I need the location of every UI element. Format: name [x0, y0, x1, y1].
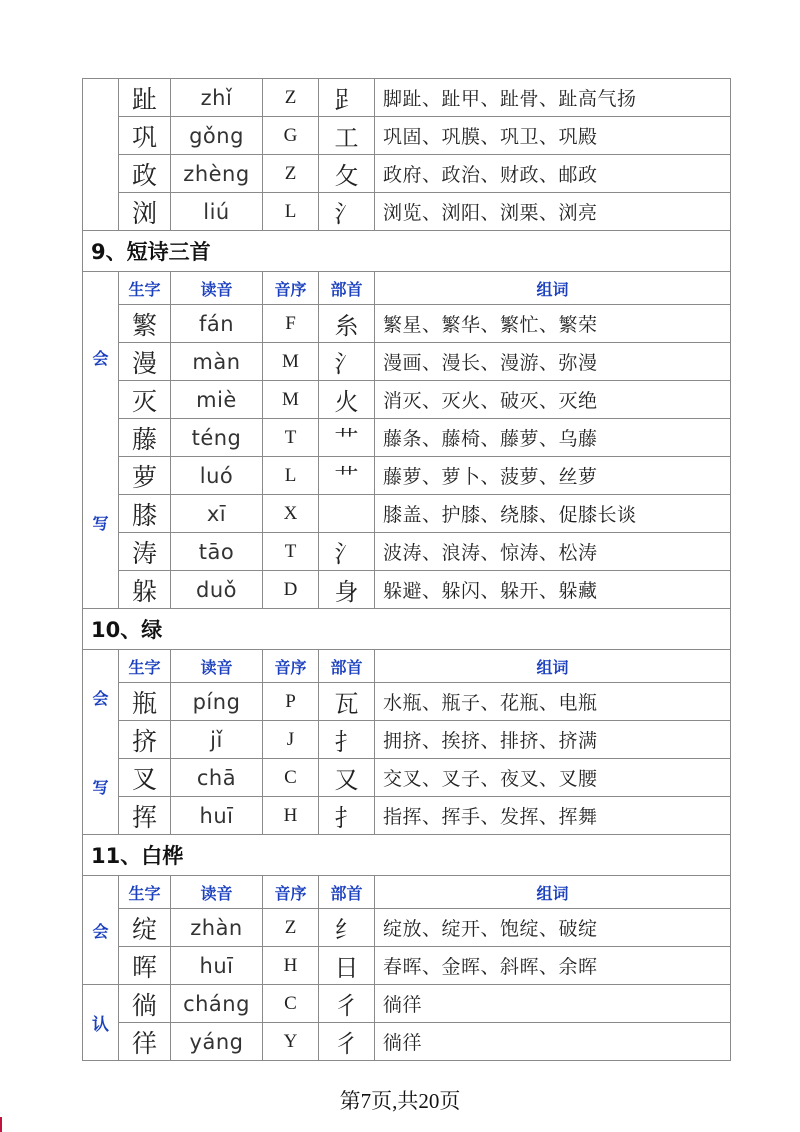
pinyin-cell: duǒ — [171, 571, 263, 609]
char-cell: 膝 — [119, 495, 171, 533]
header-radical: 部首 — [319, 650, 375, 683]
pinyin-cell: fán — [171, 305, 263, 343]
side-label-xie: 写 — [92, 514, 109, 533]
table-row — [83, 457, 731, 495]
header-char: 生字 — [119, 650, 171, 683]
table-row — [83, 117, 731, 155]
pinyin-cell: cháng — [171, 985, 263, 1023]
char-cell: 瓶 — [119, 683, 171, 721]
table-row — [83, 193, 731, 231]
radical-cell: 日 — [319, 947, 375, 985]
pinyin-cell: huī — [171, 947, 263, 985]
header-radical: 部首 — [319, 876, 375, 909]
order-cell: Y — [263, 1023, 319, 1061]
vocabulary-table — [82, 78, 731, 1061]
table-row — [83, 909, 731, 947]
radical-cell: 又 — [319, 759, 375, 797]
side-label-cell — [83, 876, 119, 985]
page-footer: 第7页,共20页 — [339, 1089, 461, 1113]
table-row — [83, 495, 731, 533]
words-cell: 绽放、绽开、饱绽、破绽 — [375, 909, 731, 947]
words-cell: 躲避、躲闪、躲开、躲藏 — [375, 571, 731, 609]
table-row — [83, 155, 731, 193]
side-label-hui: 会 — [92, 921, 109, 941]
radical-cell: 糸 — [319, 305, 375, 343]
header-words: 组词 — [375, 272, 731, 305]
char-cell: 政 — [119, 155, 171, 193]
radical-cell: 彳 — [319, 1023, 375, 1061]
table-row — [83, 381, 731, 419]
char-cell: 漫 — [119, 343, 171, 381]
table-row — [83, 343, 731, 381]
table-row — [83, 571, 731, 609]
table-row — [83, 985, 731, 1023]
pinyin-cell: xī — [171, 495, 263, 533]
header-order: 音序 — [263, 876, 319, 909]
radical-cell: 火 — [319, 381, 375, 419]
order-cell: L — [263, 457, 319, 495]
pinyin-cell: huī — [171, 797, 263, 835]
pinyin-cell: jǐ — [171, 721, 263, 759]
pinyin-cell: liú — [171, 193, 263, 231]
words-cell: 藤条、藤椅、藤萝、乌藤 — [375, 419, 731, 457]
header-radical: 部首 — [319, 272, 375, 305]
header-words: 组词 — [375, 876, 731, 909]
edge-mark — [0, 1117, 2, 1132]
side-label-hui: 会 — [92, 689, 109, 708]
char-cell: 晖 — [119, 947, 171, 985]
side-label-hui: 会 — [92, 349, 109, 368]
words-cell: 脚趾、趾甲、趾骨、趾高气扬 — [375, 79, 731, 117]
radical-cell: 纟 — [319, 909, 375, 947]
words-cell: 交叉、叉子、夜叉、叉腰 — [375, 759, 731, 797]
table-row — [83, 759, 731, 797]
words-cell: 徜徉 — [375, 1023, 731, 1061]
radical-cell: 艹 — [319, 419, 375, 457]
side-label-cell — [83, 272, 119, 609]
order-cell: T — [263, 419, 319, 457]
header-row — [83, 876, 731, 909]
words-cell: 漫画、漫长、漫游、弥漫 — [375, 343, 731, 381]
radical-cell: 彳 — [319, 985, 375, 1023]
char-cell: 叉 — [119, 759, 171, 797]
pinyin-cell: yáng — [171, 1023, 263, 1061]
char-cell: 趾 — [119, 79, 171, 117]
order-cell: Z — [263, 79, 319, 117]
table-row — [83, 1023, 731, 1061]
char-cell: 躲 — [119, 571, 171, 609]
lesson-title-row — [83, 835, 731, 876]
words-cell: 浏览、浏阳、浏栗、浏亮 — [375, 193, 731, 231]
radical-cell: 𧾷 — [319, 79, 375, 117]
order-cell: F — [263, 305, 319, 343]
header-order: 音序 — [263, 650, 319, 683]
char-cell: 徜 — [119, 985, 171, 1023]
char-cell: 藤 — [119, 419, 171, 457]
pinyin-cell: píng — [171, 683, 263, 721]
side-label-cell — [83, 650, 119, 835]
order-cell: C — [263, 759, 319, 797]
table-row — [83, 947, 731, 985]
order-cell: M — [263, 381, 319, 419]
pinyin-cell: zhàn — [171, 909, 263, 947]
char-cell: 涛 — [119, 533, 171, 571]
char-cell: 繁 — [119, 305, 171, 343]
table-row — [83, 797, 731, 835]
vocabulary-page — [82, 78, 730, 1061]
words-cell: 藤萝、萝卜、菠萝、丝萝 — [375, 457, 731, 495]
words-cell: 繁星、繁华、繁忙、繁荣 — [375, 305, 731, 343]
words-cell: 春晖、金晖、斜晖、余晖 — [375, 947, 731, 985]
header-pinyin: 读音 — [171, 876, 263, 909]
pinyin-cell: tāo — [171, 533, 263, 571]
radical-cell: 氵 — [319, 533, 375, 571]
char-cell: 巩 — [119, 117, 171, 155]
lesson-title: 11、白桦 — [83, 835, 731, 876]
radical-cell: 氵 — [319, 343, 375, 381]
radical-cell: 攵 — [319, 155, 375, 193]
pinyin-cell: màn — [171, 343, 263, 381]
words-cell: 徜徉 — [375, 985, 731, 1023]
words-cell: 指挥、挥手、发挥、挥舞 — [375, 797, 731, 835]
lesson-title: 9、短诗三首 — [83, 231, 731, 272]
order-cell: H — [263, 947, 319, 985]
pinyin-cell: téng — [171, 419, 263, 457]
table-row — [83, 683, 731, 721]
words-cell: 膝盖、护膝、绕膝、促膝长谈 — [375, 495, 731, 533]
lesson-title: 10、绿 — [83, 609, 731, 650]
lesson-title-row — [83, 231, 731, 272]
radical-cell: 扌 — [319, 797, 375, 835]
side-label-cell — [83, 79, 119, 231]
order-cell: M — [263, 343, 319, 381]
order-cell: X — [263, 495, 319, 533]
side-label-cell — [83, 985, 119, 1061]
char-cell: 挥 — [119, 797, 171, 835]
header-pinyin: 读音 — [171, 272, 263, 305]
words-cell: 消灭、灭火、破灭、灭绝 — [375, 381, 731, 419]
header-pinyin: 读音 — [171, 650, 263, 683]
char-cell: 灭 — [119, 381, 171, 419]
header-char: 生字 — [119, 876, 171, 909]
words-cell: 巩固、巩膜、巩卫、巩殿 — [375, 117, 731, 155]
char-cell: 挤 — [119, 721, 171, 759]
table-row — [83, 721, 731, 759]
header-order: 音序 — [263, 272, 319, 305]
table-row — [83, 533, 731, 571]
header-row — [83, 272, 731, 305]
order-cell: D — [263, 571, 319, 609]
header-char: 生字 — [119, 272, 171, 305]
char-cell: 绽 — [119, 909, 171, 947]
table-row — [83, 79, 731, 117]
words-cell: 政府、政治、财政、邮政 — [375, 155, 731, 193]
table-row — [83, 305, 731, 343]
pinyin-cell: gǒng — [171, 117, 263, 155]
radical-cell: 扌 — [319, 721, 375, 759]
order-cell: T — [263, 533, 319, 571]
char-cell: 徉 — [119, 1023, 171, 1061]
radical-cell — [319, 495, 375, 533]
radical-cell: 氵 — [319, 193, 375, 231]
header-words: 组词 — [375, 650, 731, 683]
lesson-title-row — [83, 609, 731, 650]
header-row — [83, 650, 731, 683]
order-cell: J — [263, 721, 319, 759]
order-cell: P — [263, 683, 319, 721]
words-cell: 波涛、浪涛、惊涛、松涛 — [375, 533, 731, 571]
order-cell: L — [263, 193, 319, 231]
words-cell: 水瓶、瓶子、花瓶、电瓶 — [375, 683, 731, 721]
radical-cell: 身 — [319, 571, 375, 609]
pinyin-cell: chā — [171, 759, 263, 797]
char-cell: 萝 — [119, 457, 171, 495]
order-cell: Z — [263, 909, 319, 947]
order-cell: G — [263, 117, 319, 155]
char-cell: 浏 — [119, 193, 171, 231]
radical-cell: 艹 — [319, 457, 375, 495]
order-cell: H — [263, 797, 319, 835]
pinyin-cell: miè — [171, 381, 263, 419]
side-label-xie: 写 — [92, 778, 109, 797]
words-cell: 拥挤、挨挤、排挤、挤满 — [375, 721, 731, 759]
side-label-ren: 认 — [92, 1015, 109, 1035]
radical-cell: 工 — [319, 117, 375, 155]
order-cell: Z — [263, 155, 319, 193]
pinyin-cell: zhǐ — [171, 79, 263, 117]
pinyin-cell: luó — [171, 457, 263, 495]
pinyin-cell: zhèng — [171, 155, 263, 193]
radical-cell: 瓦 — [319, 683, 375, 721]
table-row — [83, 419, 731, 457]
order-cell: C — [263, 985, 319, 1023]
